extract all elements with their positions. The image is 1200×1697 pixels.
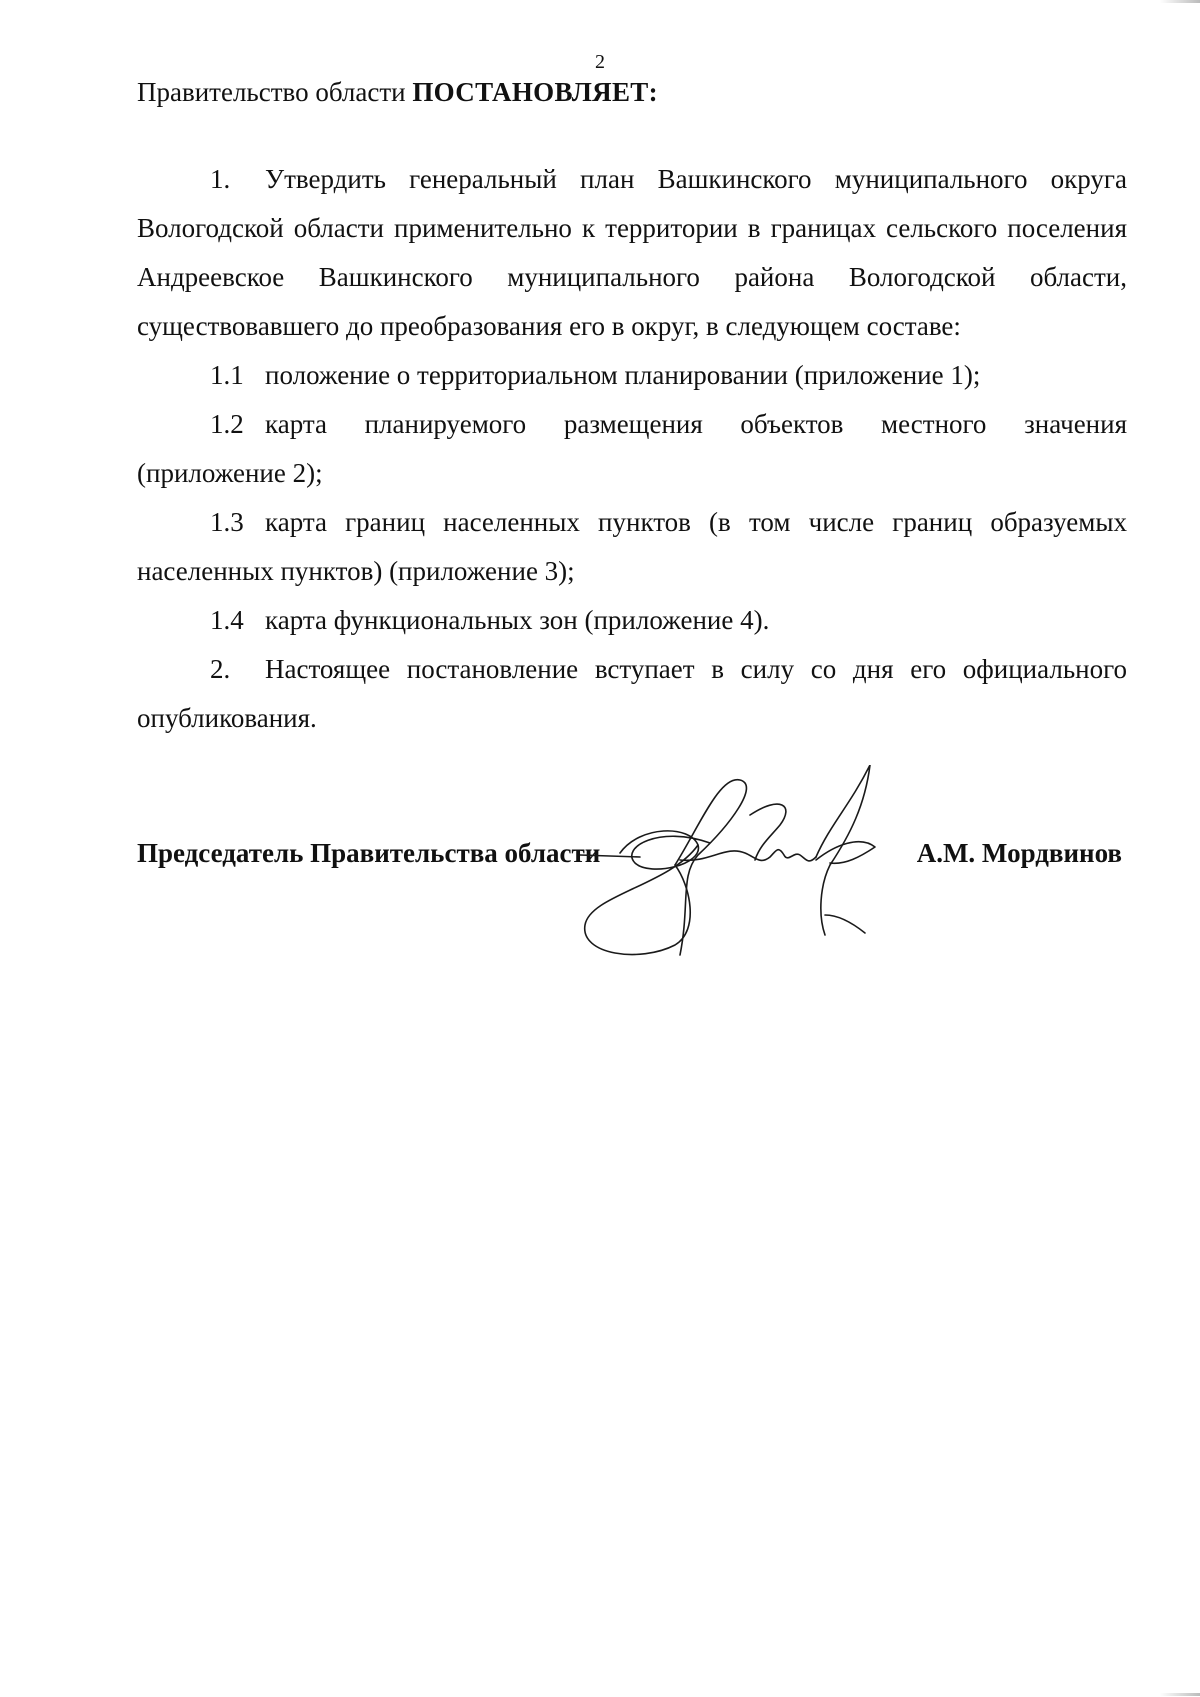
page-number: 2 [595,51,605,73]
item-text: положение о территориальном планировании (приложение 1); [265,360,981,390]
signer-name: А.М. Мордвинов [916,838,1122,868]
handwritten-signature [580,765,920,965]
signature-stroke [620,831,710,869]
signature-stroke [675,780,746,955]
item-text: карта границ населенных пунктов (в том числе границ образуемых населенных пунктов) (приложение 3); [137,507,1127,586]
decree-body [137,155,1127,743]
decree-heading [137,74,658,110]
decree-item-1-2 [137,400,1127,498]
decree-item-1-3 [137,498,1127,596]
scan-edge-mark [1160,0,1200,3]
item-number: 1.4 [210,605,244,635]
decree-item-1-1 [137,351,1127,400]
item-number: 1.3 [210,507,244,537]
signature-stroke [816,765,870,935]
signer-title: Председатель Правительства области [137,838,601,868]
decree-verb: ПОСТАНОВЛЯЕТ: [412,77,658,107]
signature-stroke [585,845,698,955]
signature-stroke [825,915,865,933]
signature-stroke [680,850,816,861]
scan-edge-mark [1160,1693,1200,1696]
decree-item-1-4 [137,596,1127,645]
signature-stroke [816,842,875,864]
item-number: 2. [210,654,231,684]
decree-intro: Правительство области [137,77,413,107]
item-text: Настоящее постановление вступает в силу со дня его официального опубликования. [137,654,1127,733]
item-text: карта функциональных зон (приложение 4). [265,605,770,635]
item-text: карта планируемого размещения объектов местного значения (приложение 2); [137,409,1127,488]
item-number: 1.2 [210,409,244,439]
item-number: 1. [210,164,231,194]
signature-stroke [750,804,786,860]
item-text: Утвердить генеральный план Вашкинского муниципального округа Вологодской области применительно к территории в границах сельского поселения Андреевское Вашкинского муниципального района Вологодской области, существовавшего до преобразования его в округ, в следующем составе: [137,164,1127,341]
item-number: 1.1 [210,360,244,390]
decree-item-1 [137,155,1127,351]
decree-item-2 [137,645,1127,743]
